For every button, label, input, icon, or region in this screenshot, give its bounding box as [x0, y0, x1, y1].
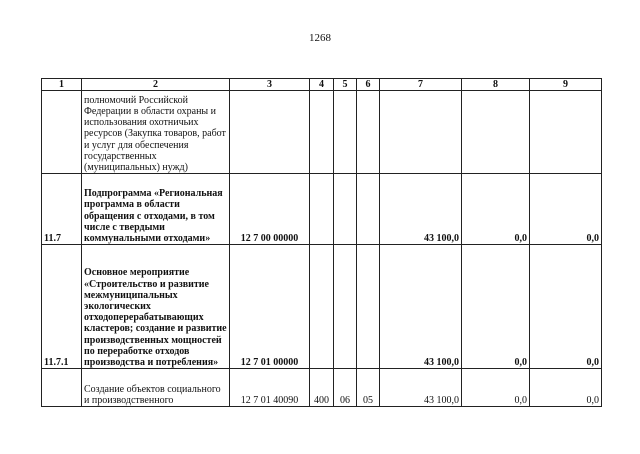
header-row	[42, 79, 602, 91]
row-amount-2: 0,0	[462, 174, 530, 245]
page-number: 1268	[309, 32, 331, 44]
row-rz	[334, 245, 357, 369]
row-name: Создание объектов социального и производственного	[82, 369, 230, 407]
row-amount-3	[530, 91, 602, 174]
col-header-2: 2	[82, 79, 230, 91]
row-code: 12 7 00 00000	[230, 174, 310, 245]
row-amount-2: 0,0	[462, 245, 530, 369]
row-vr	[310, 91, 334, 174]
col-header-7: 7	[380, 79, 462, 91]
col-header-6: 6	[357, 79, 380, 91]
row-rz	[334, 174, 357, 245]
row-code	[230, 91, 310, 174]
row-code: 12 7 01 40090	[230, 369, 310, 407]
row-amount-3: 0,0	[530, 245, 602, 369]
table-row	[42, 369, 602, 407]
row-amount-1: 43 100,0	[380, 174, 462, 245]
col-header-5: 5	[334, 79, 357, 91]
row-amount-1: 43 100,0	[380, 245, 462, 369]
budget-table	[41, 78, 602, 407]
row-pr: 05	[357, 369, 380, 407]
row-amount-1	[380, 91, 462, 174]
col-header-9: 9	[530, 79, 602, 91]
row-name: полномочий Российской Федерации в области охраны и использования охотничьих ресурсов (Закупка товаров, работ и услуг для обеспечения государственных (муниципальных) нужд)	[82, 91, 230, 174]
row-vr: 400	[310, 369, 334, 407]
row-amount-2: 0,0	[462, 369, 530, 407]
row-vr	[310, 245, 334, 369]
row-index: 11.7.1	[42, 245, 82, 369]
table-row	[42, 91, 602, 174]
row-code: 12 7 01 00000	[230, 245, 310, 369]
row-pr	[357, 91, 380, 174]
row-pr	[357, 245, 380, 369]
row-amount-3: 0,0	[530, 174, 602, 245]
row-vr	[310, 174, 334, 245]
col-header-8: 8	[462, 79, 530, 91]
row-index	[42, 369, 82, 407]
col-header-4: 4	[310, 79, 334, 91]
row-index	[42, 91, 82, 174]
table-row	[42, 174, 602, 245]
row-name: Подпрограмма «Региональная программа в области обращения с отходами, в том числе с твердыми коммунальными отходами»	[82, 174, 230, 245]
table-row	[42, 245, 602, 369]
row-pr	[357, 174, 380, 245]
row-rz	[334, 91, 357, 174]
row-amount-1: 43 100,0	[380, 369, 462, 407]
row-amount-3: 0,0	[530, 369, 602, 407]
col-header-1: 1	[42, 79, 82, 91]
col-header-3: 3	[230, 79, 310, 91]
row-index: 11.7	[42, 174, 82, 245]
row-amount-2	[462, 91, 530, 174]
row-name: Основное мероприятие «Строительство и развитие межмуниципальных экологических отходоперерабатывающих кластеров; создание и развитие производственных мощностей по переработке отходов производства и потребления»	[82, 245, 230, 369]
row-rz: 06	[334, 369, 357, 407]
